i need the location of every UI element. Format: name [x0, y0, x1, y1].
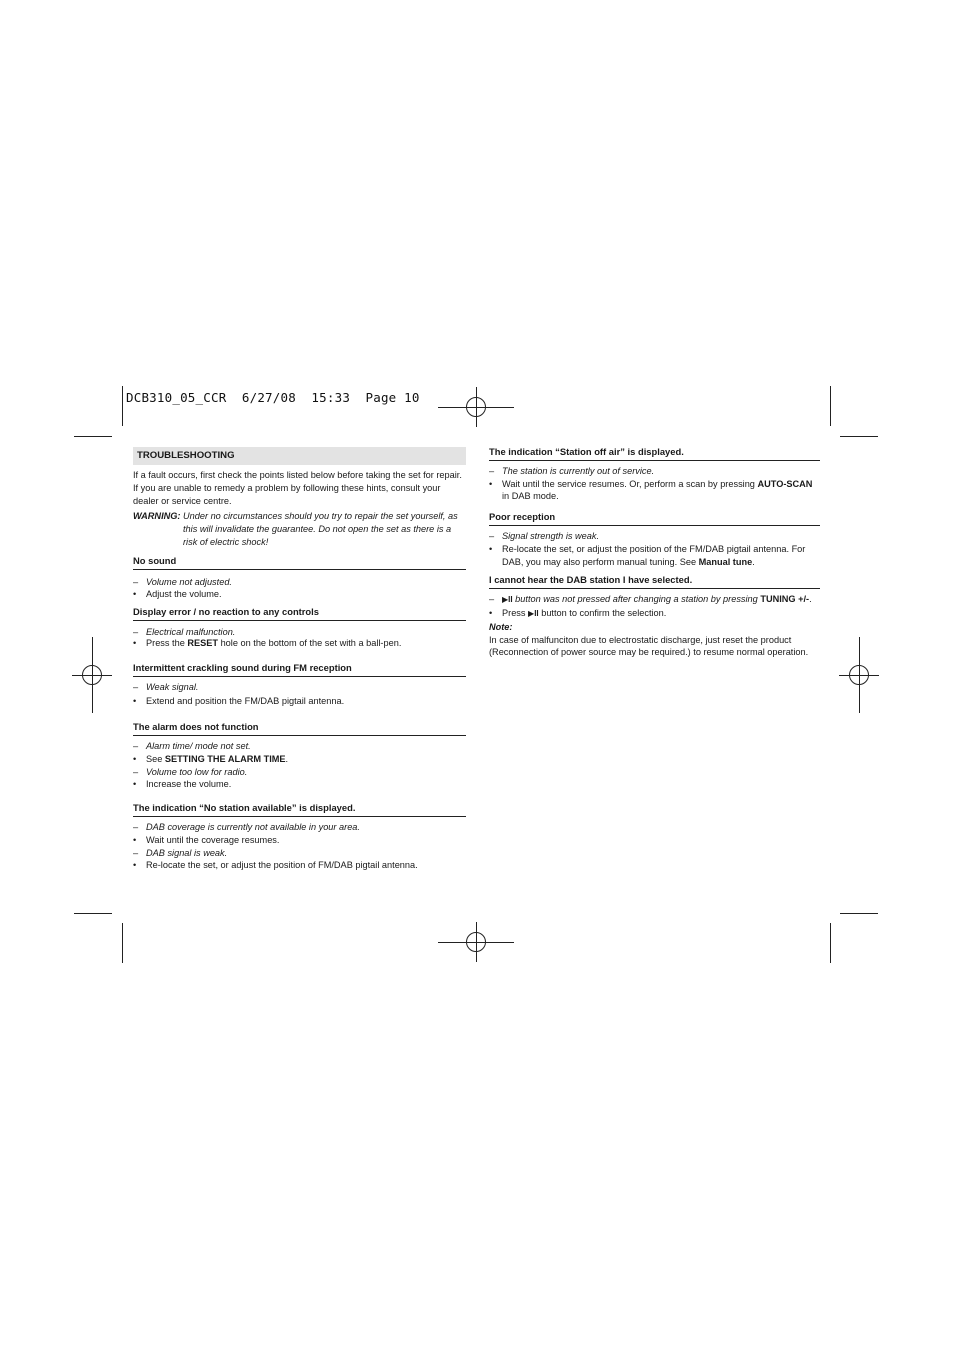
remedy-item: • Press ▶II button to confirm the selection. [489, 607, 667, 618]
crop-mark [122, 386, 123, 426]
heading-crackling: Intermittent crackling sound during FM reception [133, 662, 466, 677]
play-pause-icon: ▶II [502, 595, 513, 605]
remedy-item: • Wait until the service resumes. Or, perform a scan by pressing AUTO-SCAN in DAB mode. [489, 478, 813, 502]
warning-label: WARNING: [133, 511, 181, 522]
cause-item: – Electrical malfunction. [133, 626, 236, 637]
note-text: In case of malfunciton due to electrostatic discharge, just reset the product (Reconnection of power source may be required.) to resume normal operation. [489, 634, 809, 658]
heading-alarm: The alarm does not function [133, 721, 466, 736]
cause-item: – Signal strength is weak. [489, 530, 600, 541]
registration-mark [92, 637, 93, 713]
heading-poor-reception: Poor reception [489, 511, 820, 526]
crop-mark [830, 923, 831, 963]
cause-item: – Alarm time/ mode not set. [133, 740, 251, 751]
heading-station-off-air: The indication “Station off air” is displayed. [489, 446, 820, 461]
crop-mark [74, 913, 112, 914]
left-column [133, 447, 466, 872]
heading-display-error: Display error / no reaction to any controls [133, 606, 466, 621]
remedy-item: • Press the RESET hole on the bottom of the set with a ball-pen. [133, 637, 402, 648]
crop-mark [840, 436, 878, 437]
print-slug: DCB310_05_CCR 6/27/08 15:33 Page 10 [126, 390, 420, 405]
cause-item: – DAB signal is weak. [133, 847, 228, 858]
intro-text: If a fault occurs, first check the points listed below before taking the set for repair. [133, 470, 462, 480]
remedy-item: • Increase the volume. [133, 779, 232, 790]
registration-mark [476, 387, 477, 427]
warning-text: Under no circumstances should you try to repair the set yourself, as this will invalidate the guarantee. Do not open the set as there is a risk of electric shock! [183, 511, 458, 547]
remedy-item: • Adjust the volume. [133, 589, 222, 600]
intro-text: If you are unable to remedy a problem by following these hints, consult your dealer or service centre. [133, 482, 441, 506]
section-title: TROUBLESHOOTING [133, 447, 466, 465]
cause-item: – Volume not adjusted. [133, 576, 232, 587]
remedy-item: • Re-locate the set, or adjust the position of the FM/DAB pigtail antenna. For DAB, you may also perform manual tuning. See Manual tune. [489, 543, 806, 567]
play-pause-icon: ▶II [528, 608, 539, 618]
remedy-item: • Extend and position the FM/DAB pigtail antenna. [133, 696, 345, 707]
crop-mark [122, 923, 123, 963]
heading-cannot-hear: I cannot hear the DAB station I have selected. [489, 574, 820, 589]
crop-mark [840, 913, 878, 914]
right-column [489, 446, 820, 659]
remedy-item: • Wait until the coverage resumes. [133, 834, 280, 845]
remedy-item: • Re-locate the set, or adjust the position of FM/DAB pigtail antenna. [133, 860, 418, 871]
heading-no-station: The indication “No station available” is displayed. [133, 802, 466, 817]
warning [133, 510, 466, 548]
note-label: Note: [489, 621, 513, 632]
heading-no-sound: No sound [133, 555, 466, 570]
crop-mark [830, 386, 831, 426]
registration-mark [859, 637, 860, 713]
cause-item: – DAB coverage is currently not available in your area. [133, 821, 360, 832]
cause-item: – Volume too low for radio. [133, 766, 248, 777]
remedy-item: • See SETTING THE ALARM TIME. [133, 753, 289, 764]
registration-mark [476, 922, 477, 962]
cause-item: – ▶II button was not pressed after changing a station by pressing TUNING +/-. [489, 594, 812, 605]
cause-item: – Weak signal. [133, 681, 199, 692]
crop-mark [74, 436, 112, 437]
cause-item: – The station is currently out of service. [489, 465, 655, 476]
